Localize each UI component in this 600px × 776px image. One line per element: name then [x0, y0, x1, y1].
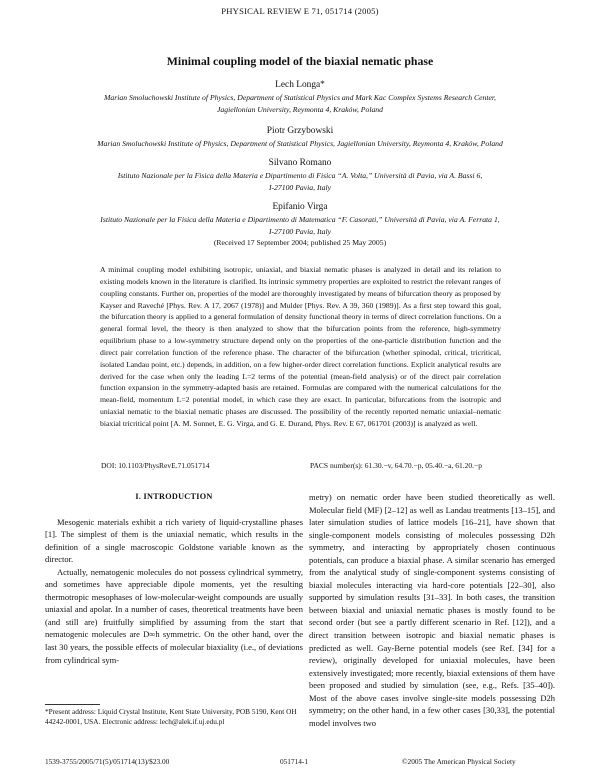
page-number: 051714-1 [280, 757, 308, 766]
paragraph: metry) on nematic order have been studied theoretically as well. Molecular field (MF) [2–12] as well as Landau treatments [13–15], and later simulation studies of lattice models [16–21], have shown that single-component models consisting of molecules possessing D2h symmetry, and interacting by appropriately chosen continuous potentials, can produce a biaxial phase. A similar scenario has emerged from the analytical study of single-component systems consisting of biaxial molecules interacting via hard-core potentials [22–30], also supported by simulation results [31–33]. In both cases, the transition between biaxial and uniaxial nematic phases is mostly found to be second order (but see a partly different scenario in Ref. [12]), and a direct transition between isotropic and biaxial nematic phases is predicted as well. Gay-Berne potential models (see Ref. [34] for a review), originally developed for uniaxial molecules, have been extensively investigated; more recently, biaxial extensions of them have been proposed and studied by simulation (see, e.g., Refs. [35–40]). Most of the above cases involve single-site models possessing D2h symmetry; on the other hand, in a few other cases [30,33], the potential model involves two [309, 492, 555, 728]
author-affiliation: I-27100 Pavia, Italy [268, 183, 332, 192]
journal-header: PHYSICAL REVIEW E 71, 051714 (2005) [221, 6, 379, 16]
abstract: A minimal coupling model exhibiting isotropic, uniaxial, and biaxial nematic phases is analyzed in detail and its relation to existing models known in the literature is clarified. Its intrinsic symmetry properties are exploited to restrict the relevant ranges of coupling constants. Further on, properties of the model are thoroughly investigated by means of bifurcation theory as proposed by Kayser and Raveché [Phys. Rev. A 17, 2067 (1978)] and Mulder [Phys. Rev. A 39, 360 (1989)]. As a first step toward this goal, the bifurcation theory is applied to a general formulation of density functional theory in terms of direct correlation functions. On a general formal level, the theory is then analyzed to show that the bifurcation points from the reference, high-symmetry equilibrium phase to a low-symmetry structure depend only on the properties of the one-particle distribution function and the direct pair correlation function of the reference phase. The character of the bifurcation (whether spinodal, critical, tricritical, isolated Landau point, etc.) depends, in addition, on a few higher-order direct correlation functions. Explicit analytical results are derived for the case when only the leading L=2 terms of the potential (mean-field analysis) or of the direct pair correlation function expansion in the symmetry-adapted basis are retained. Formulas are compared with the numerical calculations for the mean-field, momentum L=2 potential model, in which case they are exact. In particular, bifurcations from the isotropic and uniaxial nematic to the biaxial nematic phases are discussed. The possibility of the recently reported nematic uniaxial–nematic biaxial tricritical point [A. M. Sonnet, E. G. Virga, and G. E. Durand, Phys. Rev. E 67, 061701 (2003)] is analyzed as well. [100, 265, 501, 428]
author-affiliation: Jagiellonian University, Reymonta 4, Kraków, Poland [217, 105, 383, 114]
footer-issn: 1539-3755/2005/71(5)/051714(13)/$23.00 [45, 757, 170, 766]
paragraph: Mesogenic materials exhibit a rich variety of liquid-crystalline phases [1]. The simplest of them is the uniaxial nematic, which results in the definition of a single macroscopic Goldstone variable known as the director. [45, 516, 303, 565]
author-name: Lech Longa* [275, 80, 325, 90]
paragraph: Actually, nematogenic molecules do not possess cylindrical symmetry, and sometimes have appreciable dipole moments, yet the resulting thermotropic mesophases of low-molecular-weight compounds are usually uniaxial and apolar. In a number of cases, theoretical treatments have been (and still are) fruitfully simplified by assuming from the start that nematogenic molecules are D∞h symmetric. On the other hand, over the last 30 years, the possible effects of molecular biaxiality (i.e., of deviations from cylindrical sym- [45, 566, 303, 665]
author-affiliation: Istituto Nazionale per la Fisica della Materia e Dipartimento di Matematica “F. Casorati,” Università di Pavia, via A. Ferrata 1, [100, 215, 500, 224]
footnote: *Present address: Liquid Crystal Institute, Kent State University, POB 5190, Kent OH 44242-0001, USA. Electronic address: lech@alek.if.uj.edu.pl [45, 707, 297, 727]
left-column [45, 491, 303, 666]
pacs-numbers: PACS number(s): 61.30.−v, 64.70.−p, 05.40.−a, 61.20.−p [310, 461, 482, 470]
author-name: Epifanio Virga [272, 202, 328, 212]
doi: DOI: 10.1103/PhysRevE.71.051714 [101, 461, 210, 470]
author-affiliation: Istituto Nazionale per la Fisica della Materia e Dipartimento di Fisica “A. Volta,” Università di Pavia, via A. Bassi 6, [117, 171, 483, 180]
author-name: Piotr Grzybowski [266, 126, 334, 136]
copyright: ©2005 The American Physical Society [402, 757, 516, 766]
author-name: Silvano Romano [268, 158, 332, 168]
author-affiliation: Marian Smoluchowski Institute of Physics, Department of Statistical Physics, Jagiellonian University, Reymonta 4, Kraków, Poland [97, 139, 503, 148]
paper-title: Minimal coupling model of the biaxial nematic phase [166, 54, 434, 68]
received-date: (Received 17 September 2004; published 25 May 2005) [213, 238, 387, 247]
footnote-rule [45, 704, 100, 705]
author-affiliation: I-27100 Pavia, Italy [268, 227, 332, 236]
section-heading: I. INTRODUCTION [135, 492, 213, 501]
right-column [309, 491, 555, 729]
author-affiliation: Marian Smoluchowski Institute of Physics, Department of Statistical Physics and Mark Kac Complex Systems Research Center, [104, 93, 496, 102]
